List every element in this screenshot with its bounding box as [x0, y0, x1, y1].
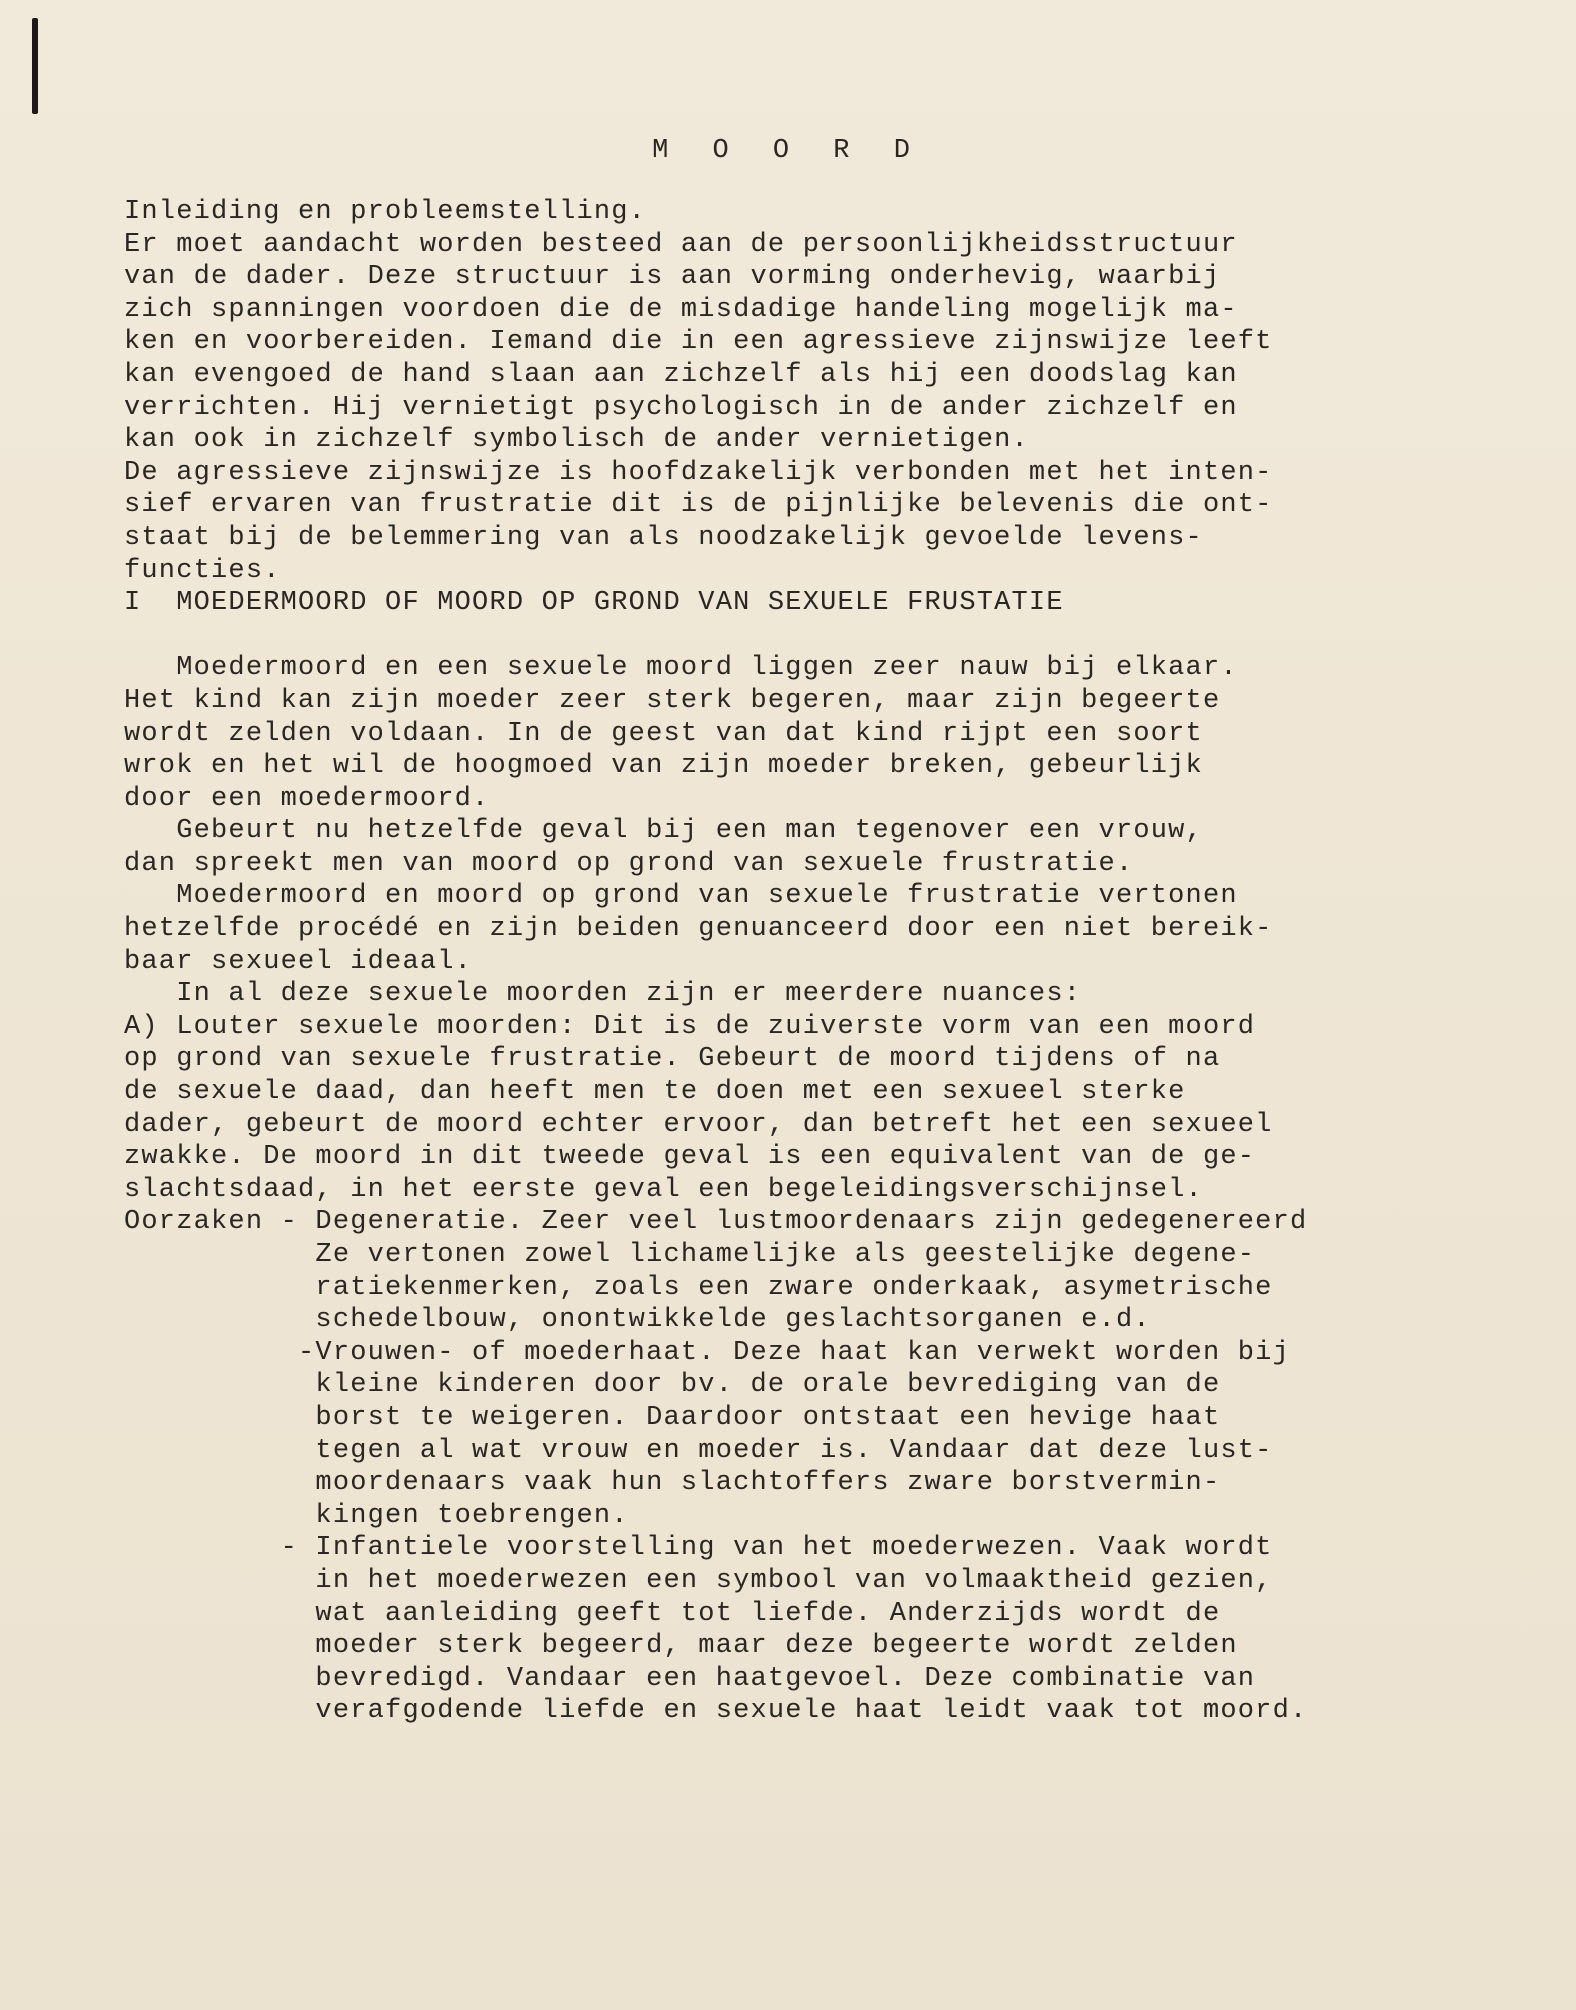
- text-line: bevredigd. Vandaar een haatgevoel. Deze combinatie van: [124, 1663, 1256, 1694]
- text-line: ken en voorbereiden. Iemand die in een agressieve zijnswijze leeft: [124, 327, 1273, 358]
- text-line: wrok en het wil de hoogmoed van zijn moeder breken, gebeurlijk: [124, 751, 1203, 782]
- text-line: Ze vertonen zowel lichamelijke als geestelijke degene-: [124, 1240, 1256, 1270]
- text-line: de sexuele daad, dan heeft men te doen met een sexueel sterke: [124, 1077, 1186, 1108]
- text-line: In al deze sexuele moorden zijn er meerdere nuances:: [124, 979, 1082, 1010]
- text-line: op grond van sexuele frustratie. Gebeurt de moord tijdens of na: [124, 1044, 1221, 1075]
- text-line: staat bij de belemmering van als noodzakelijk gevoelde levens-: [124, 522, 1203, 553]
- text-line: van de dader. Deze structuur is aan vorming onderhevig, waarbij: [124, 262, 1221, 293]
- text-line: dan spreekt men van moord op grond van sexuele frustratie.: [124, 848, 1134, 879]
- text-line: - Infantiele voorstelling van het moederwezen. Vaak wordt: [124, 1533, 1273, 1564]
- text-line: wat aanleiding geeft tot liefde. Anderzijds wordt de: [124, 1598, 1221, 1629]
- text-line: De agressieve zijnswijze is hoofdzakelijk verbonden met het inten-: [124, 457, 1273, 488]
- text-line: I MOEDERMOORD OF MOORD OP GROND VAN SEXUELE FRUSTATIE: [124, 588, 1064, 619]
- text-line: A) Louter sexuele moorden: Dit is de zuiverste vorm van een moord: [124, 1011, 1256, 1042]
- text-line: moordenaars vaak hun slachtoffers zware borstvermin-: [124, 1468, 1221, 1499]
- margin-mark: [32, 18, 38, 114]
- text-line: Er moet aandacht worden besteed aan de persoonlijkheidsstructuur: [124, 229, 1238, 260]
- text-line: wordt zelden voldaan. In de geest van dat kind rijpt een soort: [124, 718, 1203, 749]
- text-line: in het moederwezen een symbool van volmaaktheid gezien,: [124, 1565, 1273, 1596]
- text-line: Moedermoord en een sexuele moord liggen zeer nauw bij elkaar.: [124, 653, 1238, 684]
- text-line: kleine kinderen door bv. de orale bevrediging van de: [124, 1370, 1221, 1401]
- text-line: baar sexueel ideaal.: [124, 946, 473, 977]
- text-line: kan ook in zichzelf symbolisch de ander vernietigen.: [124, 425, 1029, 456]
- text-line: verrichten. Hij vernietigt psychologisch in de ander zichzelf en: [124, 392, 1238, 423]
- text-line: verafgodende liefde en sexuele haat leidt vaak tot moord.: [124, 1696, 1308, 1727]
- text-line: hetzelfde procédé en zijn beiden genuanceerd door een niet bereik-: [124, 914, 1273, 945]
- text-line: schedelbouw, onontwikkelde geslachtsorganen e.d.: [124, 1305, 1151, 1336]
- text-line: Moedermoord en moord op grond van sexuele frustratie vertonen: [124, 881, 1238, 912]
- document-body: [124, 196, 1484, 1728]
- text-line: slachtsdaad, in het eerste geval een begeleidingsverschijnsel.: [124, 1174, 1203, 1205]
- text-line: functies.: [124, 555, 281, 586]
- text-line: sief ervaren van frustratie dit is de pijnlijke belevenis die ont-: [124, 490, 1273, 521]
- text-line: moeder sterk begeerd, maar deze begeerte wordt zelden: [124, 1631, 1238, 1662]
- text-line: dader, gebeurt de moord echter ervoor, dan betreft het een sexueel: [124, 1109, 1273, 1140]
- text-line: door een moedermoord.: [124, 783, 490, 814]
- text-line: zwakke. De moord in dit tweede geval is een equivalent van de ge-: [124, 1142, 1256, 1173]
- text-line: zich spanningen voordoen die de misdadige handeling mogelijk ma-: [124, 294, 1238, 325]
- text-line: Oorzaken - Degeneratie. Zeer veel lustmoordenaars zijn gedegenereerd: [124, 1207, 1308, 1238]
- text-line: borst te weigeren. Daardoor ontstaat een hevige haat: [124, 1402, 1221, 1433]
- text-line: Het kind kan zijn moeder zeer sterk begeren, maar zijn begeerte: [124, 685, 1221, 716]
- text-line: kingen toebrengen.: [124, 1500, 629, 1531]
- text-line: [124, 620, 1484, 653]
- text-line: Gebeurt nu hetzelfde geval bij een man tegenover een vrouw,: [124, 816, 1203, 847]
- text-line: -Vrouwen- of moederhaat. Deze haat kan verwekt worden bij: [124, 1337, 1290, 1368]
- text-line: ratiekenmerken, zoals een zware onderkaak, asymetrische: [124, 1272, 1273, 1303]
- text-line: kan evengoed de hand slaan aan zichzelf als hij een doodslag kan: [124, 359, 1238, 390]
- document-title: M O O R D: [652, 136, 924, 166]
- text-line: tegen al wat vrouw en moeder is. Vandaar dat deze lust-: [124, 1435, 1273, 1466]
- text-line: Inleiding en probleemstelling.: [124, 197, 647, 227]
